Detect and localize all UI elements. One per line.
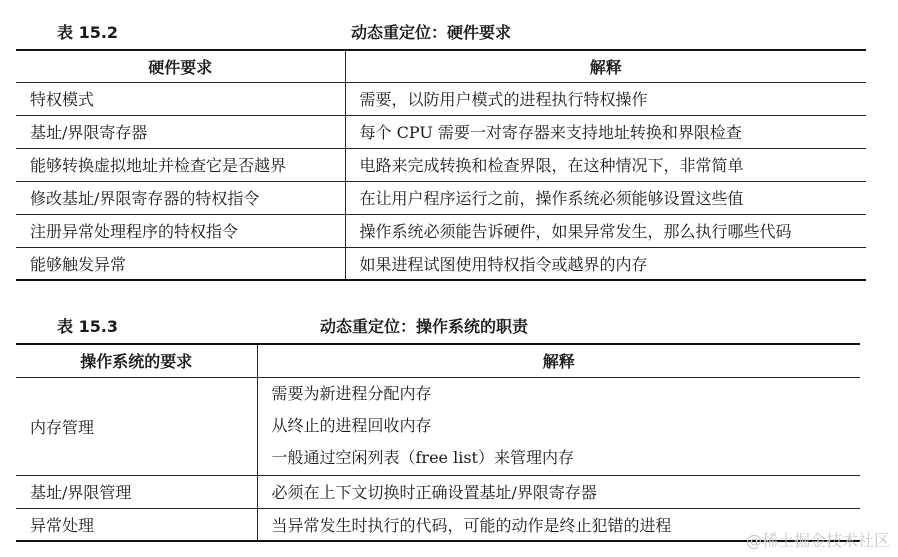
requirement-cell: 能够触发异常 bbox=[16, 247, 345, 280]
table1-title: 动态重定位：硬件要求 bbox=[351, 23, 512, 42]
requirement-cell: 注册异常处理程序的特权指令 bbox=[16, 214, 345, 247]
table-row bbox=[16, 247, 866, 280]
table-row bbox=[16, 148, 866, 181]
explanation-line: 一般通过空闲列表（free list）来管理内存 bbox=[271, 448, 574, 467]
explanation-line: 从终止的进程回收内存 bbox=[271, 416, 432, 435]
explanation-line: 需要为新进程分配内存 bbox=[271, 384, 432, 403]
table2-title: 动态重定位：操作系统的职责 bbox=[320, 317, 529, 336]
explanation-cell: 需要，以防用户模式的进程执行特权操作 bbox=[359, 90, 648, 109]
explanation-cell: 如果进程试图使用特权指令或越界的内存 bbox=[359, 254, 648, 274]
table1-label: 表 15.2 bbox=[57, 23, 119, 42]
requirement-cell: 内存管理 bbox=[16, 377, 257, 475]
table-header-row bbox=[16, 344, 860, 377]
watermark: @稀土掘金技术社区 bbox=[745, 531, 890, 550]
explanation-cell: 操作系统必须能告诉硬件，如果异常发生，那么执行哪些代码 bbox=[359, 222, 792, 241]
explanation-cell: 在让用户程序运行之前，操作系统必须能够设置这些值 bbox=[359, 189, 744, 208]
explanation-cell bbox=[257, 377, 860, 475]
requirement-cell: 能够转换虚拟地址并检查它是否越界 bbox=[16, 148, 345, 181]
explanation-cell: 电路来完成转换和检查界限，在这种情况下，非常简单 bbox=[359, 156, 744, 175]
column-header-explanation: 解释 bbox=[542, 352, 575, 372]
requirement-cell: 特权模式 bbox=[16, 82, 345, 115]
column-header-hardware-requirement: 硬件要求 bbox=[16, 50, 345, 82]
table-row bbox=[16, 214, 866, 247]
table-row bbox=[16, 181, 866, 214]
table-row bbox=[16, 115, 866, 148]
table-row bbox=[16, 377, 860, 475]
hardware-requirements-table bbox=[16, 49, 866, 281]
requirement-cell: 修改基址/界限寄存器的特权指令 bbox=[16, 181, 345, 214]
os-responsibilities-table bbox=[16, 343, 860, 542]
requirement-cell: 基址/界限管理 bbox=[16, 475, 257, 508]
column-header-os-requirement: 操作系统的要求 bbox=[16, 344, 257, 377]
requirement-cell: 基址/界限寄存器 bbox=[16, 115, 345, 148]
explanation-cell: 当异常发生时执行的代码，可能的动作是终止犯错的进程 bbox=[271, 515, 672, 535]
table-header-row bbox=[16, 50, 866, 82]
explanation-cell: 每个 CPU 需要一对寄存器来支持地址转换和界限检查 bbox=[359, 123, 742, 142]
explanation-cell: 必须在上下文切换时正确设置基址/界限寄存器 bbox=[271, 483, 597, 502]
table2-label: 表 15.3 bbox=[57, 317, 119, 336]
requirement-cell: 异常处理 bbox=[16, 508, 257, 541]
table-row bbox=[16, 508, 860, 541]
table-row bbox=[16, 475, 860, 508]
column-header-explanation: 解释 bbox=[589, 57, 622, 77]
table-row bbox=[16, 82, 866, 115]
